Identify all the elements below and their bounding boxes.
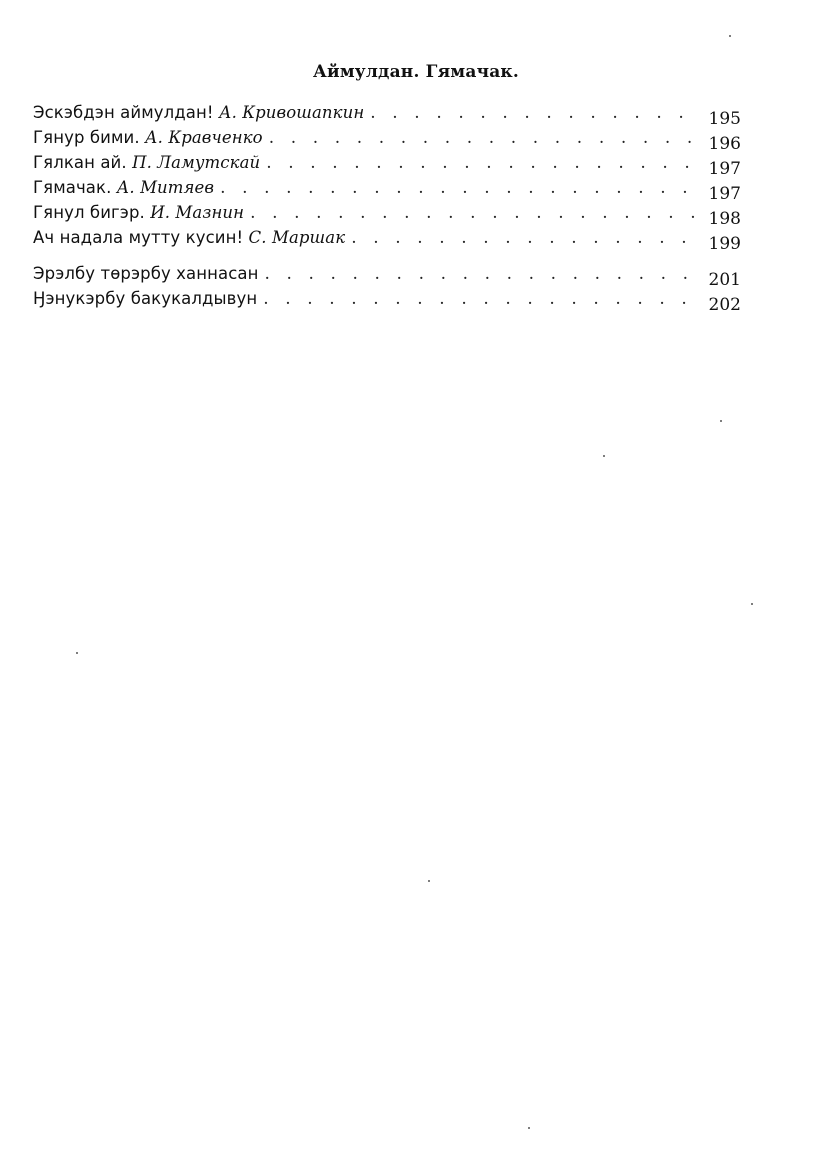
entry-author: А. Кравченко <box>145 128 263 147</box>
toc-entry-text <box>33 153 260 173</box>
scan-speck <box>76 652 78 654</box>
toc-entry <box>33 198 741 229</box>
scan-speck <box>528 1127 530 1129</box>
entry-page-number: 195 <box>708 109 741 129</box>
scan-speck <box>751 603 753 605</box>
entry-title: Гялкан ай. <box>33 153 127 172</box>
entry-page-number: 197 <box>708 159 741 179</box>
dot-leader <box>263 289 695 309</box>
entry-page-number: 198 <box>708 209 741 229</box>
toc-entry <box>33 173 741 204</box>
entry-title: Эрэлбу тѳрэрбу ханнасан <box>33 264 259 283</box>
entry-author: А. Кривошапкин <box>218 103 365 122</box>
entry-page-number: 201 <box>708 270 741 290</box>
toc-appendix-entry <box>33 284 741 315</box>
toc-entry <box>33 123 741 154</box>
dot-leader <box>269 128 695 148</box>
toc-entry <box>33 223 741 254</box>
entry-page-number: 197 <box>708 184 741 204</box>
toc-entry-text <box>33 264 259 284</box>
entry-author: А. Митяев <box>116 178 215 197</box>
entry-title: Гямачак. <box>33 178 112 197</box>
toc-appendix-entry <box>33 259 741 290</box>
toc-entry <box>33 98 741 129</box>
scan-speck <box>720 420 722 422</box>
toc-entry-text <box>33 178 214 198</box>
toc-entry-text <box>33 203 244 223</box>
dot-leader <box>351 228 695 248</box>
toc-entry <box>33 148 741 179</box>
toc-entry-text <box>33 289 257 309</box>
toc-entry-text <box>33 228 345 248</box>
table-of-contents <box>33 98 741 315</box>
entry-page-number: 196 <box>708 134 741 154</box>
section-heading: Аймулдан. Гямачак. <box>312 62 520 82</box>
toc-entry-text <box>33 128 263 148</box>
scan-speck <box>729 35 731 37</box>
entry-author: И. Мазнин <box>150 203 245 222</box>
entry-page-number: 199 <box>708 234 741 254</box>
entry-author: П. Ламутскай <box>132 153 261 172</box>
scan-speck <box>603 455 605 457</box>
dot-leader <box>220 178 695 198</box>
entry-title: Гянул бигэр. <box>33 203 145 222</box>
entry-page-number: 202 <box>708 295 741 315</box>
dot-leader <box>370 103 695 123</box>
entry-title: Гянур бими. <box>33 128 140 147</box>
dot-leader <box>266 153 695 173</box>
entry-title: Ӈэнукэрбу бакукалдывун <box>33 289 258 308</box>
dot-leader <box>250 203 695 223</box>
dot-leader <box>265 264 695 284</box>
toc-entry-text <box>33 103 364 123</box>
entry-author: С. Маршак <box>248 228 346 247</box>
entry-title: Эскэбдэн аймулдан! <box>33 103 214 122</box>
entry-title: Ач надала мутту кусин! <box>33 228 244 247</box>
scan-speck <box>428 880 430 882</box>
